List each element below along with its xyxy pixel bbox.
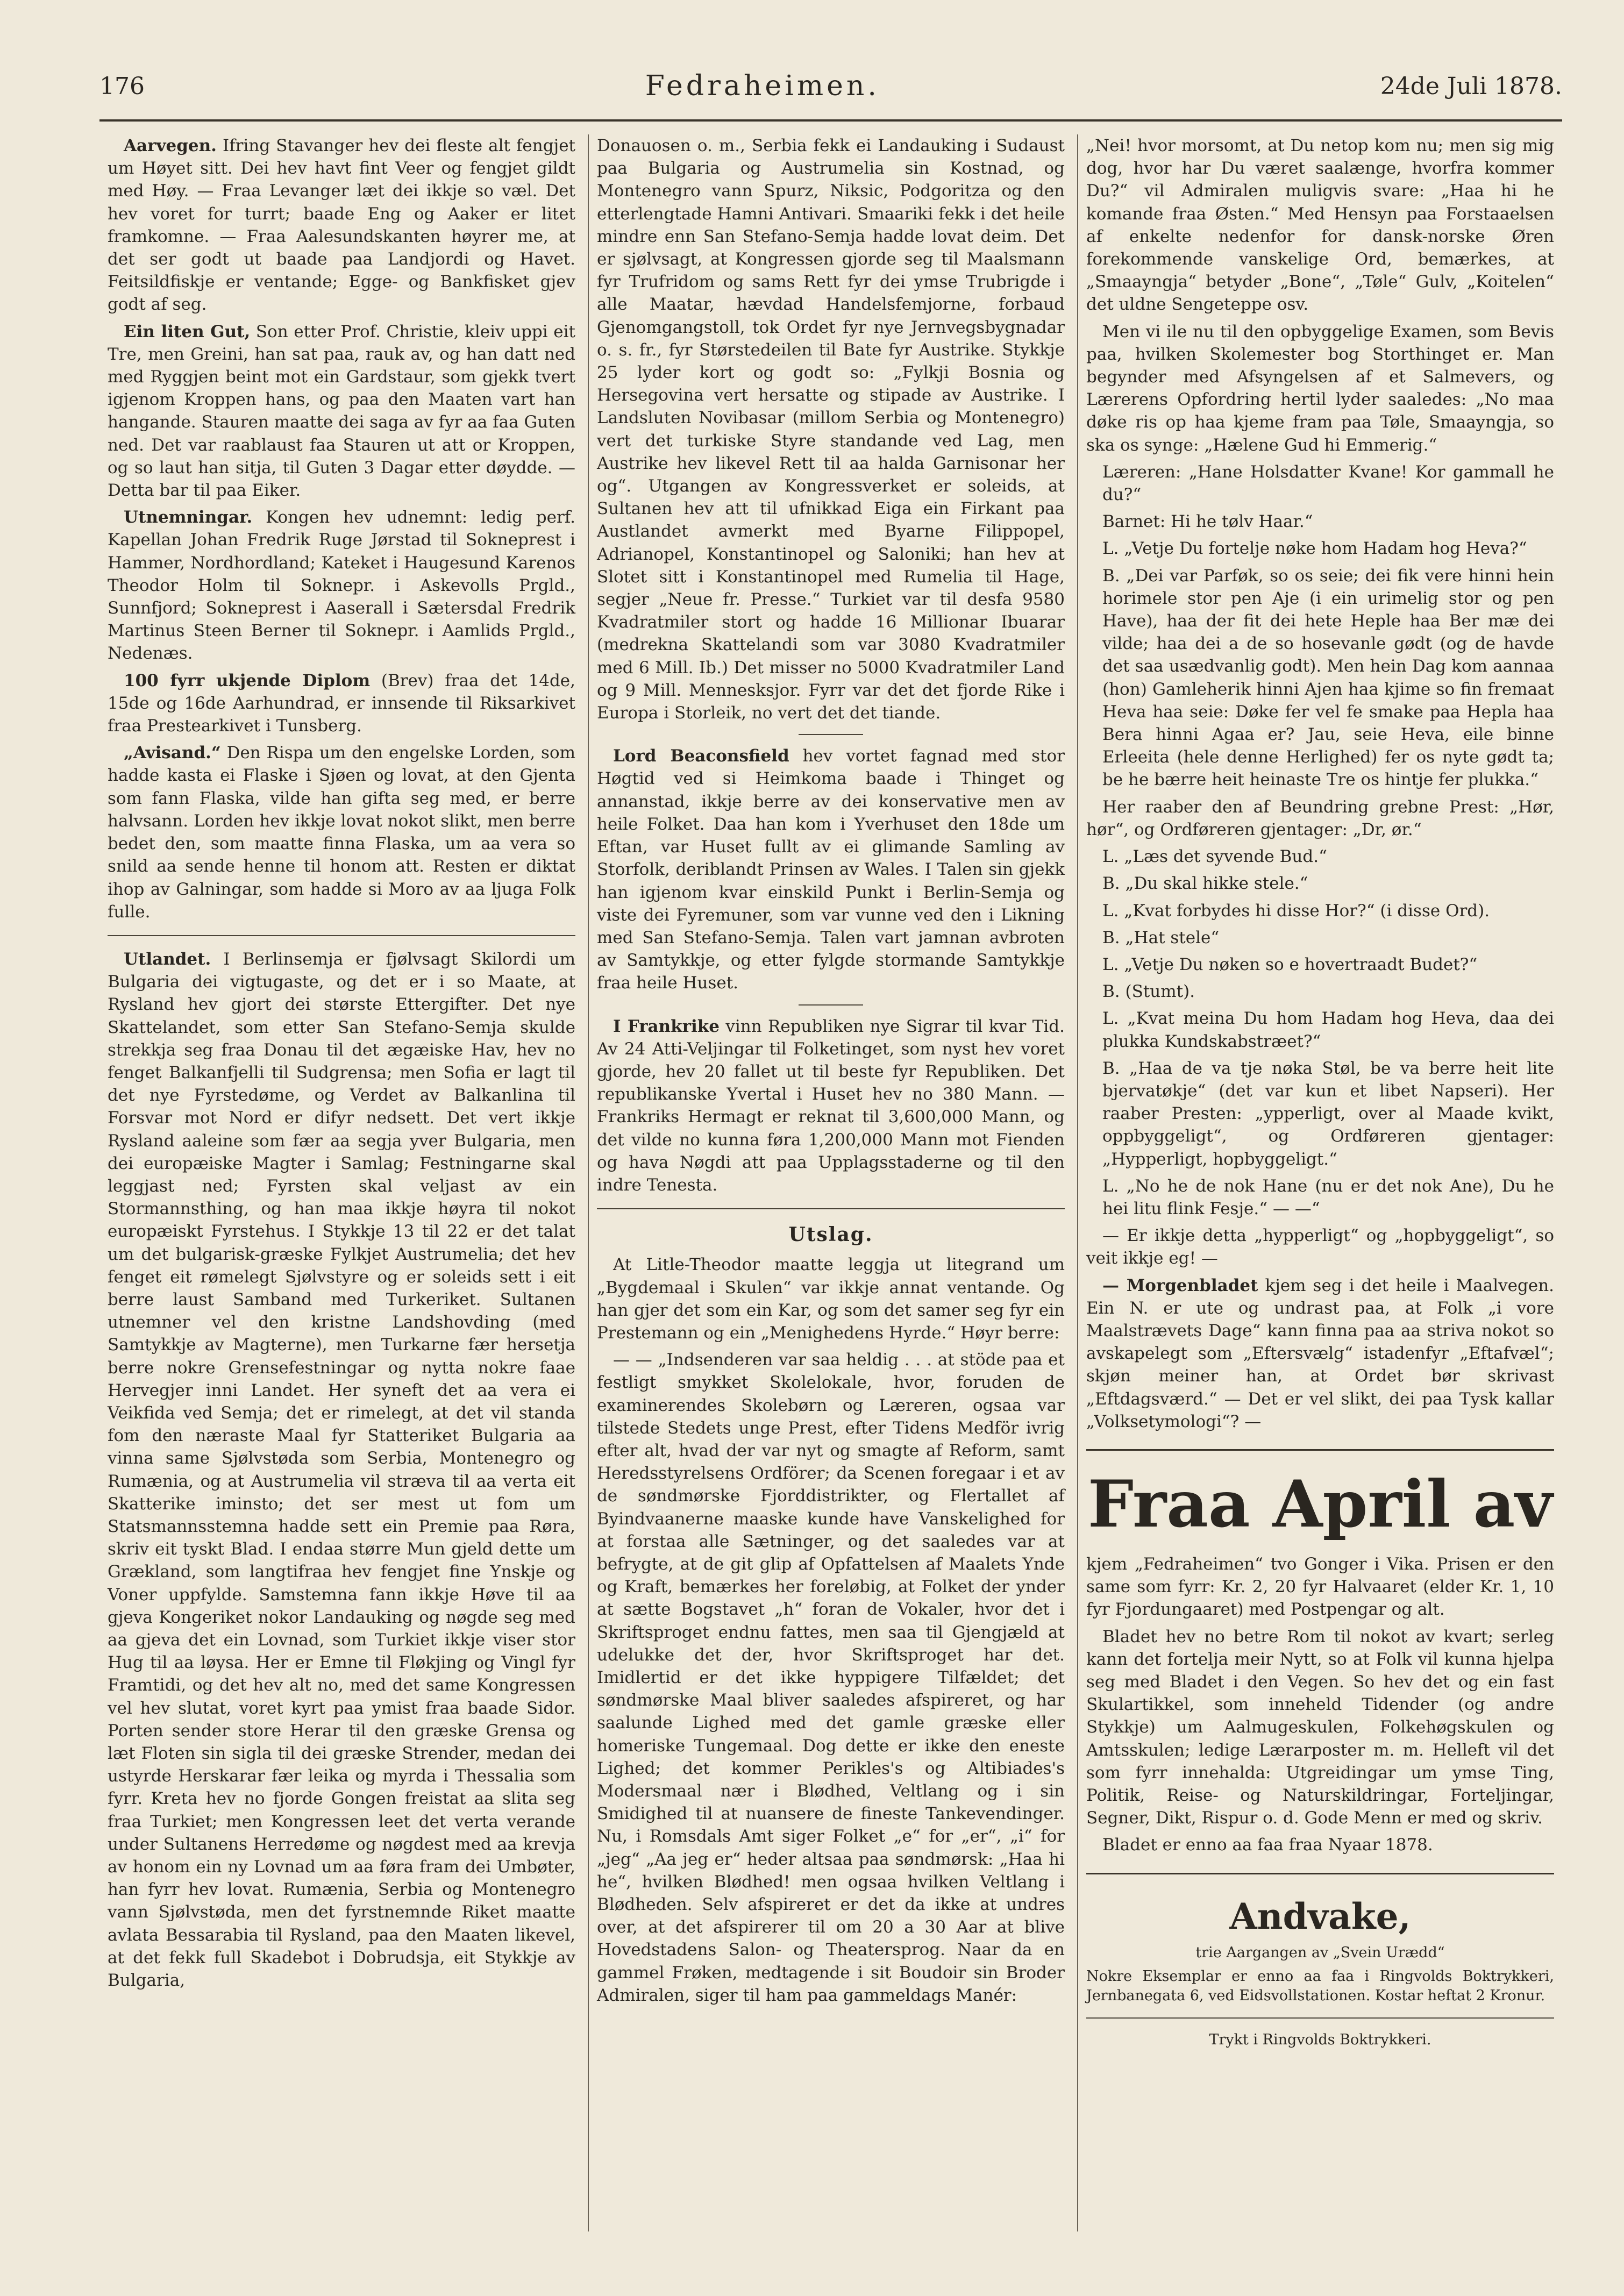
article-body: Kongen hev udnemnt: ledig perf. Kapellan Johan Fredrik Ruge Jørstad til Sokneprest i Hammer, Nordhordland; Kateket i Haugesund Karenos Theodor Holm til Soknepr. i Askevolls Prgld., Sunnfjord; Sokneprest i Aaserall i Sætersdal Fredrik Martinus Steen Berner til Soknepr. i Aamlids Prgld., Nedenæs. — [108, 508, 575, 664]
ad-body: Nokre Eksemplar er enno aa faa i Ringvolds Boktrykkeri, Jernbanegata 6, ved Eidsvollstationen. Kostar heftat 2 Kronur. — [1086, 1967, 1554, 2004]
article-frankrike — [597, 1015, 1065, 1197]
section-divider — [597, 1208, 1065, 1209]
printer-imprint: Trykt i Ringvolds Boktrykkeri. — [1209, 2031, 1431, 2048]
column-3 — [1086, 134, 1554, 2054]
article-body: hev vortet fagnad med stor Høgtid ved si Heimkoma baade i Thinget og annanstad, ikkje berre av dei konservative men av heile Folket. Daa han kom i Yverhuset den 18de um Eftan, var Huset fullt av ei glimande Samling av Storfolk, deriblandt Prinsen av Wales. I Talen sin gjekk han igjenom kvar einskild Punkt i Berlin-Semja og viste dei Fyremuner, som var vunne ved den i Likning med San Stefano-Semja. Talen vart jamnan avbroten av Samtykkje, og etter fylgde stormande Samtykkje fraa heile Huset. — [597, 746, 1065, 993]
dialog-line: Barnet: Hi he tølv Haar.“ — [1102, 512, 1313, 532]
ad-subtitle: trie Aargangen av „Svein Urædd“ — [1195, 1944, 1445, 1961]
article-heading: Ein liten Gut, — [124, 322, 251, 341]
utslag-quote: — — „Indsenderen var saa heldig . . . at stöde paa et festligt smykket Skolelokale, hvor, foruden de examinerendes Skolebørn og Læreren, ogsaa var tilstede Stedets unge Prest, efter Tidens Medför ivrig efter alt, hvad der var nyt og smagte af Reform, samt Heredsstyrelsens Ordförer; da Scenen foregaar i et av de søndmørske Fjorddistrikter, og Flertallet af Byindvaanerne maaske kunde have Vanskelighed for at forstaa alle Sætninger, og det saaledes var at befrygte, at de git glip af Opfattelsen af Maalets Ynde og Kraft, bemærkes her foreløbig, at Folket der ynder at sætte Bogstavet „h“ foran de Vokaler, hvor det i Skriftsproget endnu fattes, men saa til Gjengjæld at udelukke det der, hvor Skriftsproget har det. Imidlertid er det ikke hyppigere Tilfældet; det søndmørske Maal bliver saaledes afspireret, og har saalunde Lighed med det gamle græske eller homeriske Tungemaal. Dog dette er ikke den eneste Lighed; det kommer Perikles's og Altibiades's Modersmaal nær i Blødhed, Veltlang og i sin Smidighed til at nuansere de fineste Tankevendinger. Nu, i Romsdals Amt siger Folket „e“ for „er“, „i“ for „jeg“ „Aa jeg er“ heder altsaa paa søndmørsk: „Haa hi he“, hvilken Blødhed! men ogsaa hvilken Veltlang i Blødheden. Selv afspireret er det da ikke at undres over, at det afspirerer til om 20 a 30 Aar at blive Hovedstadens Salon- og Theatersprog. Naar da en gammel Frøken, medtagende i sit Boudoir sin Broder Admiralen, siger til ham paa gammeldags Manér: — [597, 1350, 1065, 2005]
article-heading: Utnemningar. — [124, 508, 253, 527]
section-divider — [108, 935, 575, 936]
article-avisand — [108, 741, 575, 923]
article-heading: 100 fyrr ukjende Diplom — [124, 671, 371, 690]
dialog-line: B. „Hat stele“ — [1102, 928, 1220, 947]
dialog-line: B. (Stumt). — [1102, 982, 1195, 1002]
header-rule — [99, 119, 1562, 122]
article-heading: I Frankrike — [613, 1016, 720, 1036]
ad-title: Andvake, — [1229, 1895, 1411, 1937]
dialog-line: L. „No he de nok Hane (nu er det nok Ane), Du he hei litu flink Fesje.“ — —“ — [1102, 1176, 1554, 1218]
article-beaconsfield — [597, 745, 1065, 994]
ad-title: Fraa April av — [1087, 1466, 1553, 1542]
dialog-line: B. „Dei var Parføk, so os seie; dei fik vere hinni hein horimele stor pen Aje (i ein urimelig stor og pen Have), haa der fit dei hete Heple haa Ber mæ dei vilde; haa dei a de so hosevanle gødt (og de havde det saa usædvanlig godt). Men hein Dag kom aannaa (hon) Gamleherik hinni Ajen haa kjime so fin fremaat Heva haa seie: Døke fer vel fe smake paa Hepla haa Bera hinni Agaa er? Jau, seie Heva, eile binne Erleeita (hele denne Herlighed) fer os nyte gødt ta; be he bærre heit heinaste Tre os hintje fer plukka.“ — [1102, 566, 1554, 790]
article-heading: — Morgenbladet — [1102, 1275, 1258, 1295]
article-body: (Brev) fraa det 14de, 15de og 16de Aarhundrad, er innsende til Riksarkivet fraa Prestearkivet i Tunsberg. — [108, 671, 575, 736]
article-utnemningar — [108, 506, 575, 665]
article-body: I Berlinsemja er fjølvsagt Skilordi um Bulgaria dei vigtugaste, og det er i so Maate, at Rysland hev gjort dei største Ettergifter. Det nye Skattelandet, som etter San Stefano-Semja skulde strekkja seg fraa Donau til det ægæiske Hav, hev no fenget Balkanfjelli til Sudgrensa; men Sofia er lagt til det nye Fyrstedøme, og Verdet av Balkanlina til Forsvar mot Nord er difyr nedsett. Det vert ikkje Rysland aaleine som fær aa segja yver Bulgaria, men dei europæiske Magter i Samlag; Festningarne skal leggjast ned; Fyrsten skal veljast av ein Stormannsthing, og han maa ikkje høyra til nokot europæiskt Fyrstehus. I Stykkje 13 til 22 er det talat um det bulgarisk-græske Fylkjet Austrumelia; det hev fenget eit rømelegt Sjølvstyre og er soleids sett i eit berre laust Samband med Turkeriket. Sultanen utnemner vel den kristne Landshovding (med Samtykkje av Magterne), men Turkarne fær hersetja berre nokre Grensefestningar og nytta nokre faae Hervegjer inni Landet. Her syneft det aa vera ei Veikfida ved Semja; det er rimelegt, at det vil standa fom den næraste Maal fyr Statteriket Bulgaria aa vinna same Sjølvstøda som Serbia, Montenegro og Rumænia, og at Austrumelia vil stræva til aa verta eit Skatterike iminsto; det ser mest ut fom um Statsmannsstemna hadde sett ein Premie paa Røra, skriv eit tyskt Blad. I endaa større Mun gjeld dette um Grækland, som langtifraa hev fengjet fine Ynskje og Voner uppfylde. Samstemna fann ikkje Høve til aa gjeva Kongeriket nokor Landauking og nøgde seg med aa gjeva det ein Lovnad, som Turkiet ikkje viser stor Hug til aa løysa. Her er Emne til Fløkjing og Vingl fyr Framtidi, og det hev alt no, med det same Kongressen vel hev slutat, voret kyrt paa ymist fraa baade Sidor. Porten sender store Herar til den græske Grensa og læt Floten sin sigla til dei græske Strender, medan dei ustyrde Herskarar fær leika og myrda i Thessalia som fyrr. Kreta hev no fjorde Gongen freistat aa slita seg fraa Turkiet; men Kongressen leet det verta verande under Sultanens Herredøme og nøgdest med aa krevja av honom ein ny Lovnad um aa føra fram dei Umbøter, han fyrr hev lovat. Rumænia, Serbia og Montenegro vann Sjølvstøda, men det fyrstnemnde Riket maatte avlata Bessarabia til Rysland, paa den Maaten likevel, at det fekk full Skadebot i Dobrudsja, eit Stykkje av Bulgaria, — [108, 949, 575, 1991]
article-liten-gut — [108, 320, 575, 502]
utslag-quote-cont: „Nei! hvor morsomt, at Du netop kom nu; men sig mig dog, hvor har Du været saalænge, hvorfra kommer Du?“ vil Admiralen muligvis svare: „Haa hi he komande fraa Østen.“ Med Hensyn paa Forstaaelsen af enkelte nedenfor for dansk-norske Øren forekommende vanskelige Ord, bemærkes, at „Smaayngja“ betyder „Bone“, „Tøle“ Gulv, „Koitelen“ det uldne Sengeteppe osv. — [1086, 136, 1554, 315]
ad-body: Bladet er enno aa faa fraa Nyaar 1878. — [1102, 1835, 1433, 1855]
column-divider-1 — [588, 134, 589, 2231]
section-divider — [799, 1004, 863, 1006]
article-aarvegen — [108, 134, 575, 316]
dialog-line: B. „Haa de va tje nøka Støl, be va berre heit lite bjervatøkje“ (det var kun et libet Napseri). Her raaber Presten: „ypperligt, over al Maade kvikt, oppbyggeligt“, og Ordføreren gjentager: „Hypperligt, hopbyggeligt.“ — [1102, 1058, 1554, 1169]
article-diplom — [108, 669, 575, 738]
column-divider-2 — [1077, 134, 1078, 2231]
column-2 — [597, 134, 1065, 2011]
advertisement-andvake — [1086, 1873, 1554, 2006]
dialog-line: L. „Vetje Du nøken so e hovertraadt Budet?“ — [1102, 954, 1478, 974]
section-divider — [1086, 2017, 1554, 2019]
article-utlandet — [108, 948, 575, 1992]
article-body: kjem seg i det heile i Maalvegen. Ein N. er ute og undrast paa, at Folk „i vore Maalstrævets Dage“ kann finna paa aa striva nokot so avskapelegt som „Eftersvælg“ istadenfyr „Eftafvæl“; skjøn meiner han, at Ordet bør skrivast „Eftdagsværd.“ — Det er vel slikt, dei paa Tysk kallar „Volksetymologi“? — — [1086, 1275, 1555, 1431]
dialog-line: Læreren: „Hane Holsdatter Kvane! Kor gammall he du?“ — [1102, 462, 1554, 505]
utslag-paragraph: Her raaber den af Beundring grebne Prest: „Hør, hør“, og Ordføreren gjentager: „Dr, ør.“ — [1086, 797, 1554, 839]
advertisement-subscription — [1086, 1449, 1554, 1857]
dialog-line: L. „Vetje Du fortelje nøke hom Hadam hog Heva?“ — [1102, 539, 1527, 559]
dialog-line: L. „Kvat forbydes hi disse Hor?“ (i disse Ord). — [1102, 901, 1490, 921]
utslag-intro: At Litle-Theodor maatte leggja ut litegrand um „Bygdemaal i Skulen“ var ikkje annat ventande. Og han gjer det som ein Kar, og som det samer seg fyr ein Prestemann og ein „Menighedens Hyrde.“ Høyr berre: — [597, 1255, 1065, 1343]
newspaper-title: Fedraheimen. — [645, 70, 880, 102]
article-heading: „Avisand.“ — [124, 743, 221, 763]
article-body: Ifring Stavanger hev dei fleste alt fengjet um Høyet sitt. Dei hev havt fint Veer og fengjet gildt med Høy. — Fraa Levanger læt dei ikkje so væl. Det hev voret for turrt; baade Eng og Aaker er litet framkomne. — Fraa Aalesundskanten høyrer me, at det ser godt ut baade paa Landjordi og Havet. Feitsildfiskje er ventande; Egge- og Bankfisket gjev godt af seg. — [108, 136, 575, 315]
article-heading: Aarvegen. — [124, 136, 217, 155]
section-divider — [799, 734, 863, 735]
column-1 — [108, 134, 575, 1996]
dialog-line: L. „Kvat meina Du hom Hadam hog Heva, daa dei plukka Kundskabstræet?“ — [1102, 1009, 1554, 1051]
article-heading: Lord Beaconsfield — [613, 746, 789, 766]
article-body: Den Rispa um den engelske Lorden, som hadde kasta ei Flaske i Sjøen og lovat, at den Gjenta som fann Flaska, vilde han gifta seg med, er berre halvsann. Lorden hev ikkje lovat nokot slikt, men berre bedet den, som maatte finna Flaska, um aa vera so snild aa sende henne til honom att. Resten er diktat ihop av Galningar, som hadde si Moro av aa ljuga Folk fulle. — [108, 743, 576, 922]
article-utlandet-cont: Donauosen o. m., Serbia fekk ei Landauking i Sudaust paa Bulgaria og Austrumelia sin Kostnad, og Montenegro vann Spurz, Niksic, Podgoritza og den etterlengtade Hamni Antivari. Smaariki fekk i det heile mindre enn San Stefano-Semja hadde lovat deim. Det er sjølvsagt, at Kongressen gjorde seg til Maalsmann fyr Trufridom og sams Rett fyr dei ymse Trubrigde i alle Maatar, hævdad Handelsfemjorne, forbaud Gjenomgangstoll, tok Ordet fyr nye Jernvegsbygnadar o. s. fr., fyr Størstedeilen til Bate fyr Austrike. Stykkje 25 lyder kort og godt so: „Fylkji Bosnia og Hersegovina vert hersatte og stipade av Austrike. I Landsluten Novibasar (millom Serbia og Montenegro) vert det turkiske Styre standande ved Lag, men Austrike hev likevel Rett til aa halda Garnisonar her og“. Utgangen av Kongressverket er soleids, at Sultanen hev att til ufnikkad Eiga ein Firkant paa Austlandet avmerkt med Byarne Filippopel, Adrianopel, Konstantinopel og Saloniki; han hev at Slotet sitt i Konstantinopel med Rumelia til Hage, segjer „Neue fr. Presse.“ Turkiet var til desfa 9580 Kvadratmiler stort og hadde 16 Millionar Ibuarar (medrekna Skattelandi som var 3080 Kvadratmiler med 6 Mill. Ib.) Det misser no 5000 Kvadratmiler Land og 9 Mill. Mennesksjor. Fyrr var det det fjorde Rike i Europa i Storleik, no vert det det tiande. — [597, 136, 1065, 723]
section-heading-utslag: Utslag. — [788, 1223, 873, 1246]
issue-date: 24de Juli 1878. — [1380, 72, 1562, 100]
page-header — [99, 65, 1562, 108]
page-number: 176 — [99, 72, 145, 100]
ad-body: Bladet hev no betre Rom til nokot av kvart; serleg kann det fortelja meir Nytt, so at Folk vil kunna hjelpa seg med Bladet i den Vegen. So hev det og ein fast Skulartikkel, som inneheld Tidender (og andre Stykkje) um Aalmugeskulen, Folkehøgskulen og Amtsskulen; ledige Lærarposter m. m. Helleft vil det som fyrr innehalda: Utgreidingar um ymse Ting, Politik, Reise- og Naturskildringar, Forteljingar, Segner, Dikt, Rispur o. d. Gode Menn er med og skriv. — [1086, 1627, 1554, 1828]
article-body: vinn Republiken nye Sigrar til kvar Tid. Av 24 Atti-Veljingar til Folketinget, som nyst hev voret gjorde, hev 20 fallet ut til beste fyr Republiken. Det republikanske Yvertal i Huset hev no 380 Mann. — Frankriks Hermagt er reknat til 3,600,000 Mann, og det vilde no kunna føra 1,200,000 Mann mot Fienden og hava Nøgdi att paa Upplagsstaderne og til den indre Tenesta. — [597, 1016, 1065, 1195]
ad-body: kjem „Fedraheimen“ tvo Gonger i Vika. Prisen er den same som fyrr: Kr. 2, 20 fyr Halvaaret (elder Kr. 1, 10 fyr Fjordungaaret) med Postpengar og alt. — [1086, 1554, 1554, 1620]
article-morgenbladet — [1086, 1274, 1554, 1433]
article-body: Son etter Prof. Christie, kleiv uppi eit Tre, men Greini, han sat paa, rauk av, og han datt ned med Ryggjen beint mot ein Gardstaur, som gjekk tvert igjenom Kroppen hans, og paa den Maaten vart han hangande. Stauren maatte dei saga av fyr aa faa Guten ned. Det var raablaust faa Stauren ut att or Kroppen, og so laut han sitja, til Guten 3 Dagar etter døydde. — Detta bar til paa Eiker. — [108, 322, 575, 501]
dialog-line: L. „Læs det syvende Bud.“ — [1102, 847, 1327, 867]
utslag-paragraph: Men vi ile nu til den opbyggelige Examen, som Bevis paa, hvilken Skolemester bog Storthinget er. Man begynder med Afsyngelsen af et Salmevers, og Lærerens Opfordring hertil lyder saaledes: „No maa døke ris op haa kjeme fram paa Tøle, Smaayngja, so ska os synge: „Hælene Gud hi Emmerig.“ — [1086, 322, 1554, 455]
dialog-line: B. „Du skal hikke stele.“ — [1102, 874, 1308, 894]
utslag-closing: — Er ikkje detta „hypperligt“ og „hopbyggeligt“, so veit ikkje eg! — — [1086, 1226, 1554, 1268]
article-heading: Utlandet. — [124, 949, 211, 969]
